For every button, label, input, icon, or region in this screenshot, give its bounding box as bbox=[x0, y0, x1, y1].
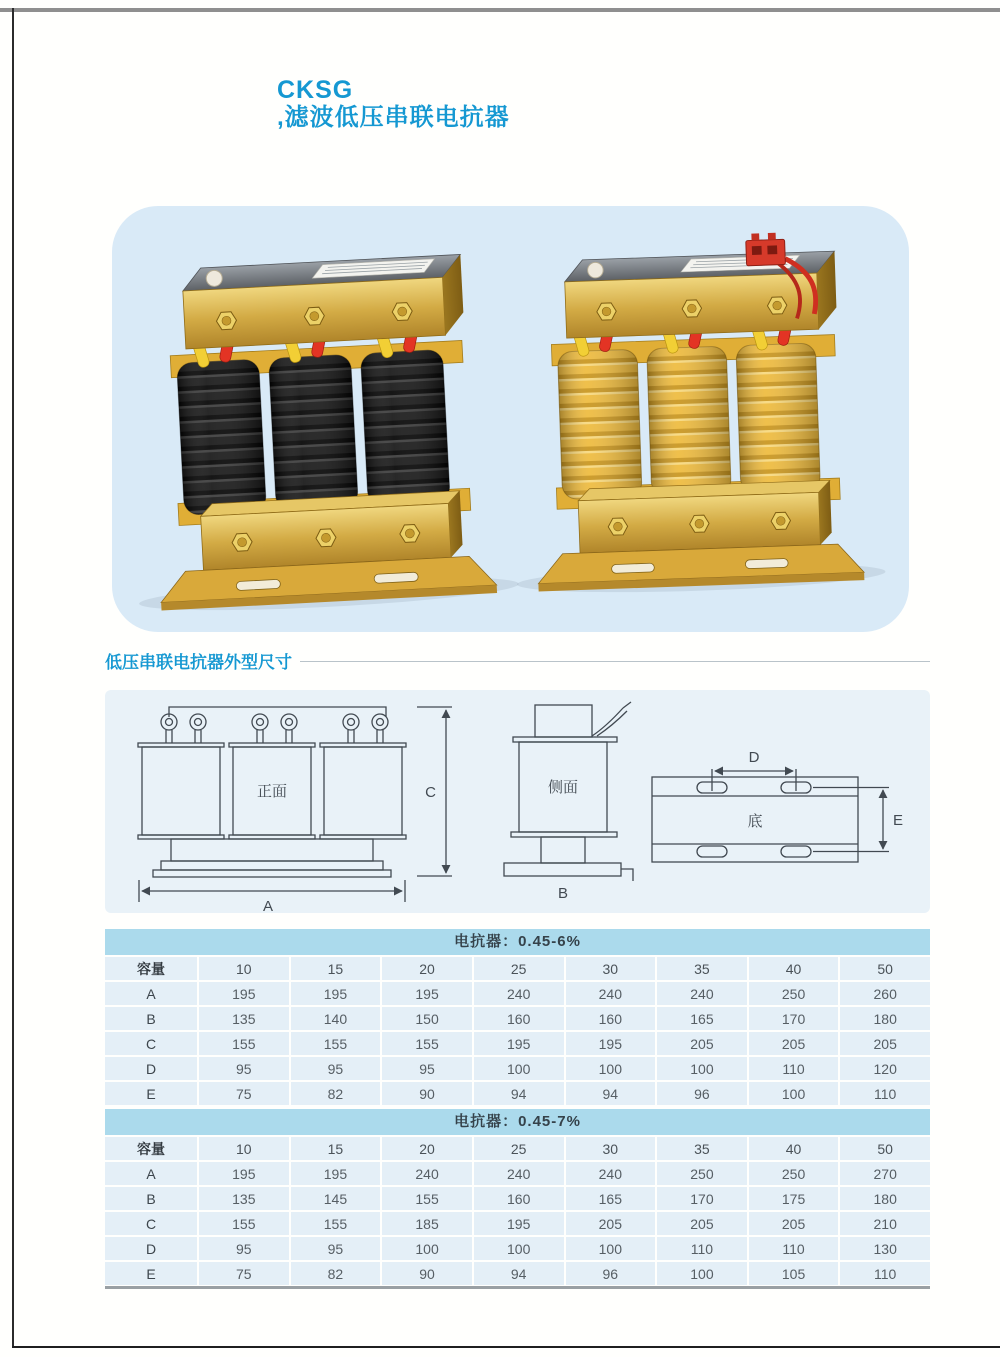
section-rule bbox=[300, 661, 930, 662]
table-cell: 250 bbox=[657, 1162, 747, 1185]
table-cell: 160 bbox=[474, 1187, 564, 1210]
table-caption: 电抗器：0.45-6% bbox=[105, 929, 930, 955]
column-header: 10 bbox=[199, 957, 289, 980]
table-cell: 105 bbox=[749, 1262, 839, 1285]
row-label: C bbox=[105, 1212, 197, 1235]
reactor-yellow-coils bbox=[505, 229, 886, 597]
table-cell: 155 bbox=[382, 1187, 472, 1210]
bottom-view-label: 底 bbox=[747, 813, 763, 830]
dim-label-a: A bbox=[262, 898, 274, 913]
table-cell: 205 bbox=[840, 1032, 930, 1055]
table-cell: 95 bbox=[199, 1237, 289, 1260]
table-cell: 100 bbox=[566, 1237, 656, 1260]
table-cell: 175 bbox=[749, 1187, 839, 1210]
table-cell: 165 bbox=[566, 1187, 656, 1210]
table-cell: 195 bbox=[474, 1032, 564, 1055]
table-cell: 180 bbox=[840, 1007, 930, 1030]
model-subtitle: ,滤波低压串联电抗器 bbox=[277, 104, 510, 131]
dimension-diagram-panel bbox=[105, 690, 930, 913]
dim-label-d: D bbox=[748, 749, 760, 766]
table-cell: 100 bbox=[382, 1237, 472, 1260]
top-rule bbox=[0, 8, 1000, 12]
table-cell: 195 bbox=[382, 982, 472, 1005]
table-cell: 160 bbox=[474, 1007, 564, 1030]
table-cell: 100 bbox=[657, 1262, 747, 1285]
column-header: 50 bbox=[840, 1137, 930, 1160]
table-row bbox=[105, 1187, 930, 1210]
bottom-clamp bbox=[578, 480, 832, 553]
column-header: 30 bbox=[566, 1137, 656, 1160]
column-header: 40 bbox=[749, 957, 839, 980]
table-cell: 120 bbox=[840, 1057, 930, 1080]
table-cell: 150 bbox=[382, 1007, 472, 1030]
dim-label-c: C bbox=[425, 784, 436, 801]
column-header: 15 bbox=[291, 1137, 381, 1160]
table-cell: 250 bbox=[749, 982, 839, 1005]
table-cell: 135 bbox=[199, 1187, 289, 1210]
mounting-slot bbox=[745, 558, 788, 568]
table-cell: 205 bbox=[749, 1212, 839, 1235]
table-cell: 205 bbox=[749, 1032, 839, 1055]
table-cell: 240 bbox=[566, 1162, 656, 1185]
column-header: 35 bbox=[657, 957, 747, 980]
table-cell: 95 bbox=[291, 1057, 381, 1080]
table-cell: 205 bbox=[566, 1212, 656, 1235]
table-row bbox=[105, 1032, 930, 1055]
left-margin-rule bbox=[12, 8, 14, 1348]
table-cell: 195 bbox=[291, 982, 381, 1005]
table-cell: 110 bbox=[840, 1262, 930, 1285]
table-cell: 170 bbox=[749, 1007, 839, 1030]
table-cell: 205 bbox=[657, 1212, 747, 1235]
table-cell: 110 bbox=[840, 1082, 930, 1105]
table-cell: 100 bbox=[749, 1082, 839, 1105]
mounting-slot bbox=[611, 563, 654, 573]
row-label: D bbox=[105, 1237, 197, 1260]
table-row bbox=[105, 982, 930, 1005]
column-header: 25 bbox=[474, 1137, 564, 1160]
row-label: A bbox=[105, 982, 197, 1005]
table-cell: 96 bbox=[657, 1082, 747, 1105]
table-header-row bbox=[105, 957, 930, 980]
table-cell: 240 bbox=[474, 982, 564, 1005]
table-cell: 95 bbox=[199, 1057, 289, 1080]
table-cell: 82 bbox=[291, 1262, 381, 1285]
row-label: C bbox=[105, 1032, 197, 1055]
column-header-label: 容量 bbox=[105, 1137, 197, 1160]
table-cell: 155 bbox=[291, 1212, 381, 1235]
top-clamp bbox=[563, 231, 837, 338]
table-cell: 75 bbox=[199, 1082, 289, 1105]
column-header-label: 容量 bbox=[105, 957, 197, 980]
product-photo-panel bbox=[112, 206, 909, 632]
table-row bbox=[105, 1162, 930, 1185]
dimension-table-6pct bbox=[105, 929, 930, 1105]
table-cell: 260 bbox=[840, 982, 930, 1005]
table-cell: 100 bbox=[657, 1057, 747, 1080]
table-cell: 110 bbox=[657, 1237, 747, 1260]
section-heading bbox=[105, 648, 930, 673]
table-cell: 135 bbox=[199, 1007, 289, 1030]
dimension-table-7pct bbox=[105, 1109, 930, 1285]
table-cell: 110 bbox=[749, 1057, 839, 1080]
column-header: 20 bbox=[382, 957, 472, 980]
column-header: 30 bbox=[566, 957, 656, 980]
dim-label-b: B bbox=[557, 885, 569, 902]
row-label: B bbox=[105, 1007, 197, 1030]
model-name: CKSG bbox=[277, 76, 354, 104]
table-cell: 195 bbox=[199, 982, 289, 1005]
bottom-view-drawing bbox=[652, 749, 903, 862]
column-header: 50 bbox=[840, 957, 930, 980]
table-header-row bbox=[105, 1137, 930, 1160]
table-cell: 155 bbox=[291, 1032, 381, 1055]
column-header: 25 bbox=[474, 957, 564, 980]
table-cell: 100 bbox=[474, 1057, 564, 1080]
front-view-drawing bbox=[138, 707, 452, 913]
table-cell: 95 bbox=[291, 1237, 381, 1260]
table-cell: 94 bbox=[474, 1082, 564, 1105]
product-photo bbox=[112, 206, 909, 633]
table-cell: 130 bbox=[840, 1237, 930, 1260]
table-cell: 270 bbox=[840, 1162, 930, 1185]
round-stamp bbox=[587, 262, 603, 278]
table-cell: 96 bbox=[566, 1262, 656, 1285]
column-header: 10 bbox=[199, 1137, 289, 1160]
table-cell: 185 bbox=[382, 1212, 472, 1235]
reactor-black-coils bbox=[122, 252, 520, 616]
coil-stack bbox=[177, 349, 451, 515]
terminal-rings bbox=[161, 714, 388, 743]
table-cell: 140 bbox=[291, 1007, 381, 1030]
mounting-slot bbox=[374, 572, 418, 583]
table-cell: 145 bbox=[291, 1187, 381, 1210]
table-cell: 90 bbox=[382, 1262, 472, 1285]
round-stamp bbox=[206, 270, 223, 287]
table-cell: 250 bbox=[749, 1162, 839, 1185]
table-cell: 110 bbox=[749, 1237, 839, 1260]
top-clamp bbox=[182, 254, 465, 348]
table-cell: 155 bbox=[199, 1212, 289, 1235]
dimension-a bbox=[139, 880, 405, 913]
table-cell: 210 bbox=[840, 1212, 930, 1235]
table-cell: 155 bbox=[382, 1032, 472, 1055]
table-underline bbox=[105, 1286, 930, 1289]
table-cell: 180 bbox=[840, 1187, 930, 1210]
table-cell: 100 bbox=[474, 1237, 564, 1260]
table-cell: 75 bbox=[199, 1262, 289, 1285]
section-title: 低压串联电抗器外型尺寸 bbox=[105, 653, 292, 672]
table-row bbox=[105, 1082, 930, 1105]
table-cell: 100 bbox=[566, 1057, 656, 1080]
table-cell: 155 bbox=[199, 1032, 289, 1055]
column-header: 35 bbox=[657, 1137, 747, 1160]
table-cell: 95 bbox=[382, 1057, 472, 1080]
bottom-rule bbox=[12, 1346, 1000, 1348]
table-cell: 94 bbox=[566, 1082, 656, 1105]
table-cell: 82 bbox=[291, 1082, 381, 1105]
table-cell: 195 bbox=[291, 1162, 381, 1185]
table-cell: 94 bbox=[474, 1262, 564, 1285]
row-label: D bbox=[105, 1057, 197, 1080]
side-view-label: 侧面 bbox=[547, 779, 579, 796]
table-cell: 195 bbox=[199, 1162, 289, 1185]
table-row bbox=[105, 1237, 930, 1260]
row-label: B bbox=[105, 1187, 197, 1210]
row-label: E bbox=[105, 1082, 197, 1105]
mounting-slot bbox=[236, 579, 280, 590]
side-view-drawing bbox=[504, 702, 633, 902]
table-caption: 电抗器：0.45-7% bbox=[105, 1109, 930, 1135]
column-header: 15 bbox=[291, 957, 381, 980]
table-cell: 170 bbox=[657, 1187, 747, 1210]
row-label: E bbox=[105, 1262, 197, 1285]
dimension-drawings bbox=[105, 690, 930, 913]
table-row bbox=[105, 1057, 930, 1080]
column-header: 40 bbox=[749, 1137, 839, 1160]
table-cell: 240 bbox=[474, 1162, 564, 1185]
table-cell: 205 bbox=[657, 1032, 747, 1055]
row-label: A bbox=[105, 1162, 197, 1185]
table-cell: 90 bbox=[382, 1082, 472, 1105]
dim-label-e: E bbox=[892, 812, 904, 829]
table-cell: 240 bbox=[657, 982, 747, 1005]
table-row bbox=[105, 1007, 930, 1030]
table-cell: 195 bbox=[474, 1212, 564, 1235]
table-cell: 240 bbox=[566, 982, 656, 1005]
table-row bbox=[105, 1262, 930, 1285]
table-cell: 195 bbox=[566, 1032, 656, 1055]
table-cell: 240 bbox=[382, 1162, 472, 1185]
front-view-label: 正面 bbox=[256, 783, 288, 800]
column-header: 20 bbox=[382, 1137, 472, 1160]
table-row bbox=[105, 1212, 930, 1235]
dimension-c bbox=[417, 707, 452, 876]
table-cell: 160 bbox=[566, 1007, 656, 1030]
table-cell: 165 bbox=[657, 1007, 747, 1030]
coil-stack bbox=[557, 343, 820, 499]
page-title bbox=[277, 76, 510, 132]
dimension-d bbox=[712, 749, 796, 791]
